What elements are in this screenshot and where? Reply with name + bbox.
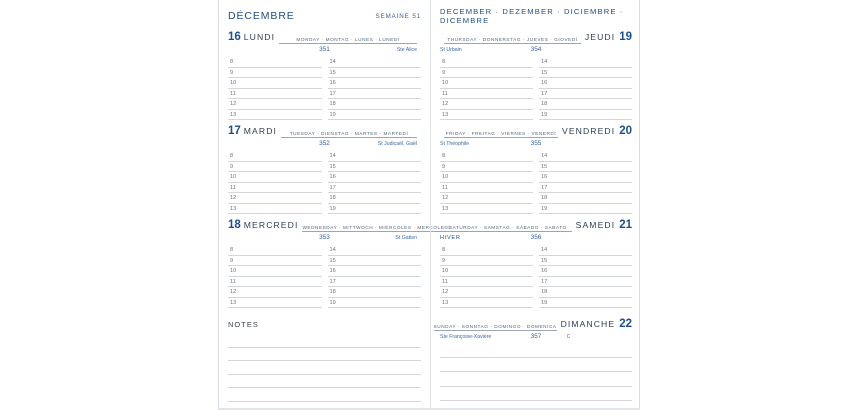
hour-row[interactable] <box>228 193 421 204</box>
hour-slot[interactable]: 8 <box>228 151 322 162</box>
day-header-thursday <box>440 31 632 44</box>
hour-slot[interactable]: 13 <box>228 298 322 309</box>
hour-slot[interactable]: 9 <box>228 68 322 79</box>
hour-slot[interactable]: 13 <box>228 110 322 121</box>
day-block-friday[interactable] <box>440 125 632 214</box>
hour-slot[interactable]: 10 <box>228 266 322 277</box>
day-header-sunday <box>433 318 632 331</box>
hour-slot[interactable]: 16 <box>539 172 632 183</box>
hour-slot[interactable]: 18 <box>539 99 632 110</box>
day-languages-monday: MONDAY · MONTAG · LUNES · LUNEDÌ <box>279 37 417 45</box>
hour-row[interactable] <box>440 193 632 204</box>
hour-row[interactable] <box>440 298 632 309</box>
hour-slot[interactable]: 10 <box>228 78 322 89</box>
day-languages-wrap-thursday <box>440 37 585 45</box>
day-header-wednesday <box>228 219 451 232</box>
day-languages-wednesday: WEDNESDAY · MITTWOCH · MIÉRCOLES · MERCOLEDÌ <box>302 225 450 233</box>
day-meta-tuesday <box>228 139 421 150</box>
day-title-monday <box>228 28 275 44</box>
hour-row[interactable] <box>228 151 421 162</box>
day-name-sunday: DIMANCHE <box>560 319 616 329</box>
hour-slot[interactable]: 13 <box>228 204 322 215</box>
day-title-friday <box>562 122 632 138</box>
hour-row[interactable] <box>228 110 421 121</box>
hour-row[interactable] <box>440 277 632 288</box>
day-of-year-monday: 351 <box>319 46 330 53</box>
day-of-year-friday: 355 <box>530 140 542 147</box>
hour-slot[interactable]: 12 <box>228 99 322 110</box>
day-of-year-thursday: 354 <box>530 46 542 53</box>
day-of-year-sunday: 357 <box>530 333 542 340</box>
saint-name-wednesday: St Gatien <box>395 235 417 241</box>
hour-slot[interactable]: 19 <box>539 204 632 215</box>
hour-row[interactable] <box>440 151 632 162</box>
day-number-monday: 16 <box>228 31 241 43</box>
hour-row[interactable] <box>440 204 632 215</box>
hour-row[interactable] <box>440 172 632 183</box>
day-title-sunday <box>561 315 632 331</box>
day-block-saturday[interactable] <box>440 219 632 308</box>
hour-slot[interactable]: 19 <box>328 204 422 215</box>
hour-slot[interactable]: 17 <box>539 277 632 288</box>
day-of-year-wednesday: 353 <box>319 234 330 241</box>
day-meta-monday <box>228 45 421 56</box>
hour-grid-tuesday[interactable] <box>228 151 421 214</box>
day-name-thursday: JEUDI <box>584 32 616 42</box>
sunday-line[interactable] <box>440 372 632 387</box>
hour-slot[interactable]: 11 <box>228 183 322 194</box>
hour-slot[interactable]: 11 <box>440 89 533 100</box>
notes-line[interactable] <box>228 361 421 375</box>
hour-slot[interactable]: 11 <box>228 277 322 288</box>
hour-slot[interactable]: 17 <box>328 277 422 288</box>
hour-row[interactable] <box>440 68 632 79</box>
day-languages-thursday: THURSDAY · DONNERSTAG · JUEVES · GIOVEDÌ <box>444 37 581 45</box>
hour-slot[interactable]: 9 <box>440 68 533 79</box>
spacer <box>440 308 632 313</box>
hour-slot[interactable]: 8 <box>440 57 533 68</box>
sunday-line[interactable] <box>440 343 632 358</box>
hour-slot[interactable]: 18 <box>539 287 632 298</box>
day-languages-wrap-tuesday <box>277 131 421 139</box>
hour-row[interactable] <box>440 266 632 277</box>
day-number-wednesday: 18 <box>228 219 241 231</box>
hour-slot[interactable]: 15 <box>328 256 422 267</box>
day-languages-wrap-saturday <box>440 225 576 233</box>
hour-slot[interactable]: 12 <box>440 99 533 110</box>
hour-row[interactable] <box>440 57 632 68</box>
day-number-tuesday: 17 <box>228 125 241 137</box>
hour-slot[interactable]: 10 <box>440 172 533 183</box>
hour-row[interactable] <box>440 183 632 194</box>
hour-slot[interactable]: 17 <box>328 89 422 100</box>
hour-row[interactable] <box>228 277 421 288</box>
hour-row[interactable] <box>440 89 632 100</box>
hour-slot[interactable]: 14 <box>539 151 632 162</box>
day-name-wednesday: MERCREDI <box>243 220 299 230</box>
day-languages-sunday: SUNDAY · SONNTAG · DOMINGO · DOMENICA <box>434 324 557 332</box>
day-header-saturday <box>440 219 632 232</box>
hour-grid-monday[interactable] <box>228 57 421 120</box>
hour-row[interactable] <box>228 287 421 298</box>
hour-slot[interactable]: 12 <box>440 287 533 298</box>
hour-row[interactable] <box>228 68 421 79</box>
hour-slot[interactable]: 11 <box>228 89 322 100</box>
hour-row[interactable] <box>228 245 421 256</box>
hour-slot[interactable]: 10 <box>440 266 533 277</box>
hour-slot[interactable]: 18 <box>328 99 422 110</box>
hour-slot[interactable]: 13 <box>440 204 533 215</box>
notes-line[interactable] <box>228 388 421 402</box>
day-title-saturday <box>576 216 632 232</box>
hour-slot[interactable]: 13 <box>440 298 533 309</box>
day-name-saturday: SAMEDI <box>575 220 616 230</box>
hour-slot[interactable]: 8 <box>228 245 322 256</box>
saint-name-thursday: St Urbain <box>440 47 462 53</box>
hour-slot[interactable]: 14 <box>328 57 422 68</box>
hour-slot[interactable]: 19 <box>328 298 422 309</box>
day-title-tuesday <box>228 122 277 138</box>
day-of-year-tuesday: 352 <box>319 140 330 147</box>
hour-slot[interactable]: 11 <box>440 183 533 194</box>
hour-slot[interactable]: 16 <box>539 266 632 277</box>
day-meta-sunday <box>440 332 632 343</box>
day-block-monday[interactable] <box>228 31 421 120</box>
hour-slot[interactable]: 9 <box>440 256 533 267</box>
hour-slot[interactable]: 17 <box>539 183 632 194</box>
hour-slot[interactable]: 9 <box>440 162 533 173</box>
day-title-thursday <box>585 28 632 44</box>
day-title-wednesday <box>228 216 298 232</box>
notes-line[interactable] <box>228 375 421 389</box>
hour-row[interactable] <box>228 298 421 309</box>
hour-row[interactable] <box>228 162 421 173</box>
right-page-header <box>440 0 632 26</box>
hour-slot[interactable]: 15 <box>539 68 632 79</box>
day-languages-wrap-friday <box>440 131 562 139</box>
hour-row[interactable] <box>440 287 632 298</box>
hour-slot[interactable]: 14 <box>539 57 632 68</box>
hour-row[interactable] <box>440 78 632 89</box>
hour-row[interactable] <box>228 89 421 100</box>
notes-title: NOTES <box>228 320 259 329</box>
day-languages-wrap-monday <box>275 37 421 45</box>
hour-slot[interactable]: 11 <box>440 277 533 288</box>
hour-row[interactable] <box>228 99 421 110</box>
day-languages-friday: FRIDAY · FREITAG · VIERNES · VENERDÌ <box>444 131 558 139</box>
day-number-saturday: 21 <box>619 219 632 231</box>
day-number-sunday: 22 <box>619 318 632 330</box>
day-block-tuesday[interactable] <box>228 125 421 214</box>
hour-slot[interactable]: 8 <box>228 57 322 68</box>
day-meta-wednesday <box>228 233 421 244</box>
day-block-thursday[interactable] <box>440 31 632 120</box>
day-languages-saturday: SATURDAY · SAMSTAG · SÁBADO · SABATO <box>444 225 572 233</box>
day-meta-thursday <box>440 45 632 56</box>
hour-slot[interactable]: 9 <box>228 256 322 267</box>
hour-row[interactable] <box>440 110 632 121</box>
hour-slot[interactable]: 15 <box>328 162 422 173</box>
hour-slot[interactable]: 12 <box>228 287 322 298</box>
day-name-monday: LUNDI <box>243 32 276 42</box>
saint-name-monday: Ste Alice <box>396 47 417 53</box>
hour-slot[interactable]: 15 <box>328 68 422 79</box>
hour-row[interactable] <box>440 99 632 110</box>
hour-row[interactable] <box>228 256 421 267</box>
saint-name-sunday: Ste Françoise-Xavière <box>440 334 492 340</box>
day-number-friday: 20 <box>619 125 632 137</box>
hour-slot[interactable]: 10 <box>440 78 533 89</box>
hour-row[interactable] <box>228 204 421 215</box>
hour-slot[interactable]: 19 <box>328 110 422 121</box>
hour-row[interactable] <box>228 266 421 277</box>
planner-right-page <box>430 0 641 408</box>
hour-slot[interactable]: 16 <box>539 78 632 89</box>
week-number-label: SEMAINE 51 <box>375 12 421 20</box>
hour-row[interactable] <box>440 162 632 173</box>
hour-grid-saturday[interactable] <box>440 245 632 308</box>
day-languages-wrap-sunday <box>430 324 561 332</box>
sunday-line[interactable] <box>440 387 632 402</box>
hour-slot[interactable]: 15 <box>539 256 632 267</box>
day-header-tuesday <box>228 125 421 138</box>
notes-line[interactable] <box>228 348 421 362</box>
hour-slot[interactable]: 18 <box>328 193 422 204</box>
month-title-multilingual: DECEMBER · DEZEMBER · DICIEMBRE · DICEMBRE <box>440 7 624 25</box>
moon-phase-icon: C <box>566 334 571 340</box>
hour-slot[interactable]: 18 <box>539 193 632 204</box>
hour-slot[interactable]: 12 <box>228 193 322 204</box>
hour-slot[interactable]: 14 <box>328 151 422 162</box>
hour-grid-friday[interactable] <box>440 151 632 214</box>
hour-slot[interactable]: 14 <box>539 245 632 256</box>
month-title: DÉCEMBRE <box>228 10 295 22</box>
day-of-year-saturday: 356 <box>530 234 542 241</box>
hour-row[interactable] <box>228 57 421 68</box>
hour-row[interactable] <box>228 78 421 89</box>
day-meta-friday <box>440 139 632 150</box>
hour-row[interactable] <box>440 256 632 267</box>
hour-slot[interactable]: 16 <box>328 78 422 89</box>
hour-slot[interactable]: 15 <box>539 162 632 173</box>
hour-row[interactable] <box>228 172 421 183</box>
hour-slot[interactable]: 13 <box>440 110 533 121</box>
day-name-friday: VENDREDI <box>561 126 616 136</box>
hour-grid-wednesday[interactable] <box>228 245 421 308</box>
day-block-sunday[interactable] <box>433 318 632 401</box>
hour-slot[interactable]: 16 <box>328 172 422 183</box>
hour-slot[interactable]: 14 <box>328 245 422 256</box>
notes-line[interactable] <box>228 334 421 348</box>
planner-spread <box>218 0 640 410</box>
hour-slot[interactable]: 8 <box>440 151 533 162</box>
left-page-header <box>228 0 421 26</box>
hour-slot[interactable]: 18 <box>328 287 422 298</box>
day-languages-tuesday: TUESDAY · DIENSTAG · MARTES · MARTEDÌ <box>281 131 417 139</box>
day-number-thursday: 19 <box>619 31 632 43</box>
hour-slot[interactable]: 8 <box>440 245 533 256</box>
saint-name-tuesday: St Judicaël, Gaël <box>377 141 417 147</box>
day-header-monday <box>228 31 421 44</box>
hour-slot[interactable]: 19 <box>539 298 632 309</box>
hour-slot[interactable]: 9 <box>228 162 322 173</box>
day-meta-saturday <box>440 233 632 244</box>
hour-slot[interactable]: 17 <box>328 183 422 194</box>
hour-slot[interactable]: 17 <box>539 89 632 100</box>
day-header-friday <box>440 125 632 138</box>
hour-slot[interactable]: 10 <box>228 172 322 183</box>
hour-row[interactable] <box>228 183 421 194</box>
season-label-saturday: HIVER <box>440 235 461 241</box>
hour-slot[interactable]: 19 <box>539 110 632 121</box>
hour-slot[interactable]: 12 <box>440 193 533 204</box>
saint-name-friday: St Théophile <box>440 141 470 147</box>
hour-slot[interactable]: 16 <box>328 266 422 277</box>
day-name-tuesday: MARDI <box>243 126 277 136</box>
sunday-line[interactable] <box>440 358 632 373</box>
hour-grid-thursday[interactable] <box>440 57 632 120</box>
hour-row[interactable] <box>440 245 632 256</box>
